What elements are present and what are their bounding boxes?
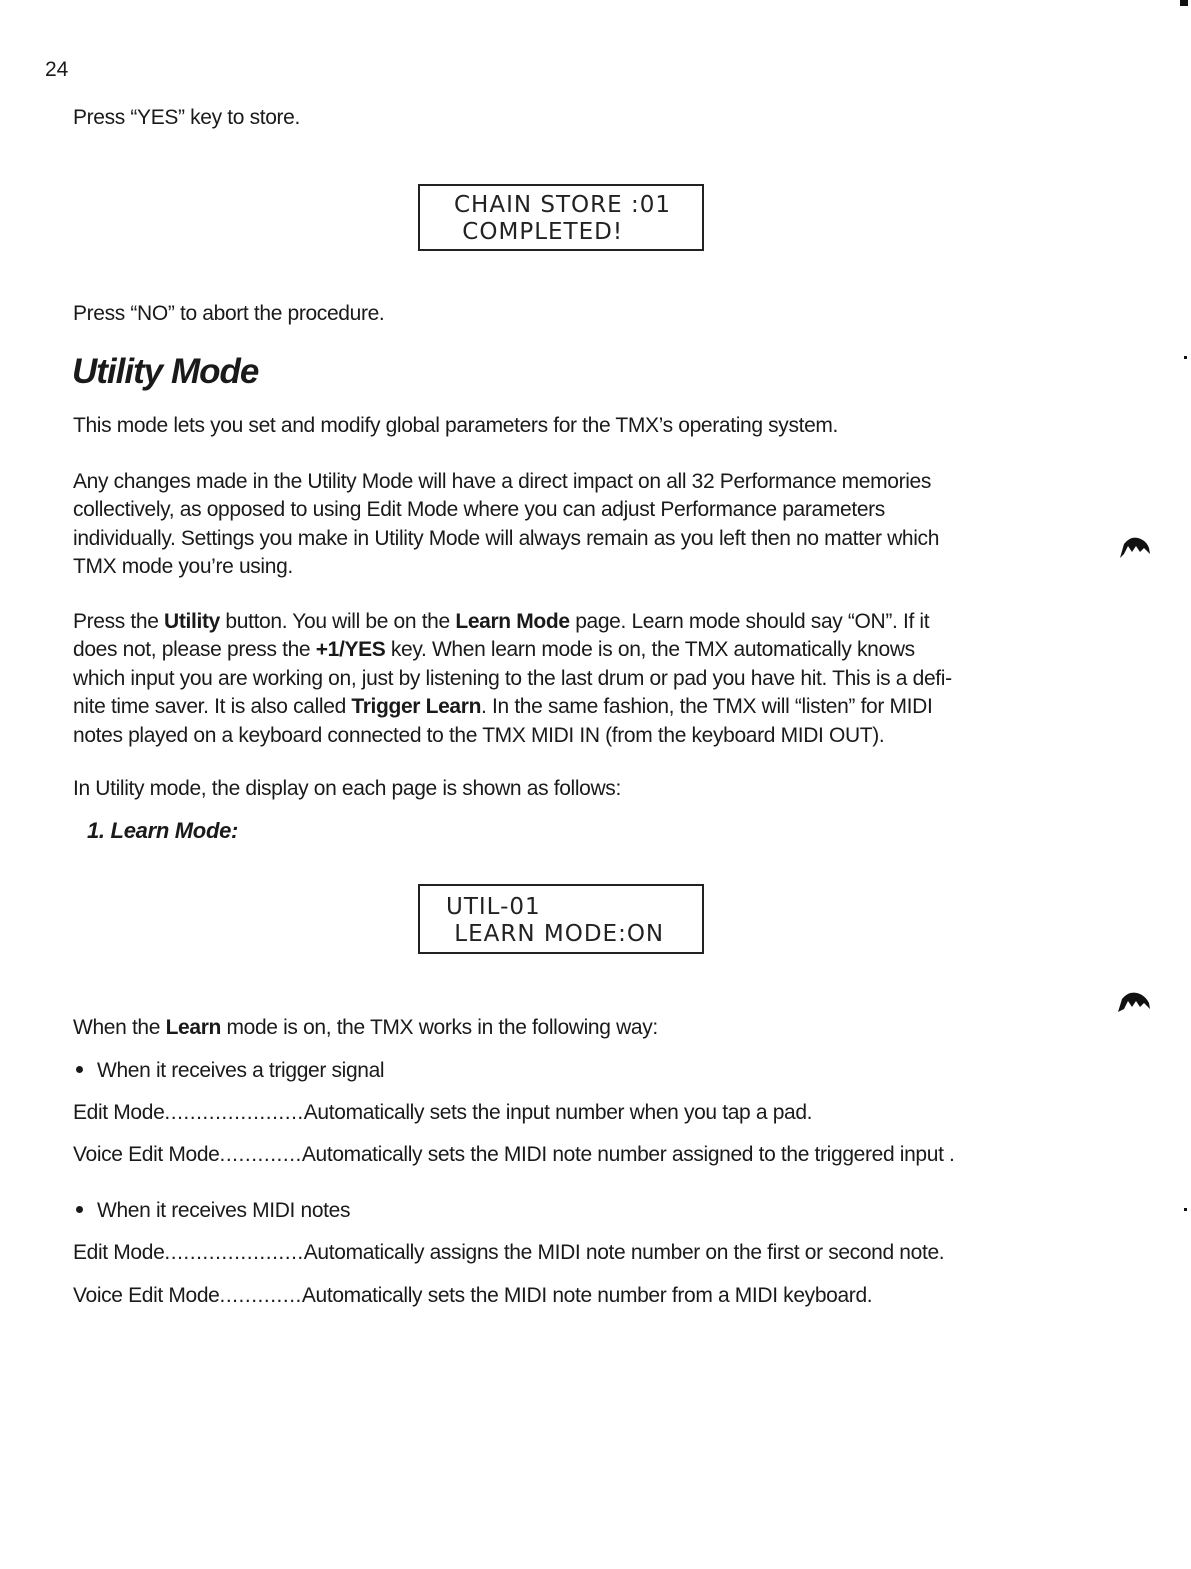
scan-speck: [1180, 0, 1188, 6]
bold-yes-key: +1/YES: [315, 638, 386, 662]
paragraph-line: collectively, as opposed to using Edit Mode where you can adjust Performance parameters: [73, 498, 885, 522]
bold-trigger-learn: Trigger Learn: [351, 695, 482, 719]
paragraph-line: TMX mode you’re using.: [73, 555, 293, 579]
intro-paragraph: This mode lets you set and modify global parameters for the TMX’s operating system.: [73, 414, 839, 437]
scan-speck: [1184, 356, 1187, 359]
definition-row: Voice Edit Mode.............Automatically sets the MIDI note number from a MIDI keyboard.: [73, 1284, 873, 1307]
display-intro: In Utility mode, the display on each page is shown as follows:: [73, 777, 621, 800]
paragraph-line: which input you are working on, just by listening to the last drum or pad you have hit. This is a defi-: [73, 666, 952, 690]
paragraph-learn-mode: [73, 608, 1048, 750]
bullet-icon: [76, 1066, 83, 1073]
scan-mark-icon: [1116, 988, 1152, 1016]
abort-instruction: Press “NO” to abort the procedure.: [73, 302, 385, 325]
section-title: Utility Mode: [72, 352, 259, 391]
paragraph-line: Press the Utility button. You will be on the Learn Mode page. Learn mode should say “ON”. If it: [73, 610, 930, 633]
bullet-trigger-signal: When it receives a trigger signal: [76, 1059, 384, 1083]
lcd-line-2: LEARN MODE:ON: [446, 921, 665, 947]
paragraph-line: nite time saver. It is also called Trigger Learn. In the same fashion, the TMX will “listen” for MIDI: [73, 695, 933, 719]
definition-row: Edit Mode......................Automatically assigns the MIDI note number on the first or second note.: [73, 1241, 945, 1264]
page-number: 24: [45, 58, 69, 81]
lcd-display-chain-store: [418, 184, 704, 251]
scan-mark-icon: [1118, 532, 1152, 560]
lcd-line-1: UTIL-01: [446, 894, 541, 920]
definition-row: Edit Mode......................Automatically sets the input number when you tap a pad.: [73, 1101, 813, 1124]
paragraph-line: Any changes made in the Utility Mode will have a direct impact on all 32 Performance memories: [73, 470, 932, 493]
lcd-display-learn-mode: [418, 884, 704, 954]
lcd-line-1: CHAIN STORE :01: [454, 192, 671, 218]
bold-utility: Utility: [164, 610, 220, 633]
definition-row: Voice Edit Mode.............Automatically sets the MIDI note number assigned to the triggered input .: [73, 1143, 955, 1166]
learn-intro: When the Learn mode is on, the TMX works in the following way:: [73, 1016, 658, 1039]
paragraph-line: notes played on a keyboard connected to the TMX MIDI IN (from the keyboard MIDI OUT).: [73, 723, 885, 747]
bold-learn-mode: Learn Mode: [455, 610, 570, 633]
store-instruction: Press “YES” key to store.: [73, 106, 300, 129]
scan-speck: [1184, 1208, 1187, 1211]
bullet-midi-notes: When it receives MIDI notes: [76, 1199, 350, 1223]
paragraph-line: does not, please press the +1/YES key. When learn mode is on, the TMX automatically knows: [73, 638, 915, 662]
bold-learn: Learn: [165, 1016, 222, 1039]
paragraph-utility-impact: [73, 468, 1048, 582]
bullet-icon: [76, 1206, 83, 1213]
lcd-line-2: COMPLETED!: [454, 219, 624, 245]
subsection-title: 1. Learn Mode:: [87, 818, 239, 843]
paragraph-line: individually. Settings you make in Utility Mode will always remain as you left then no matter which: [73, 526, 940, 550]
